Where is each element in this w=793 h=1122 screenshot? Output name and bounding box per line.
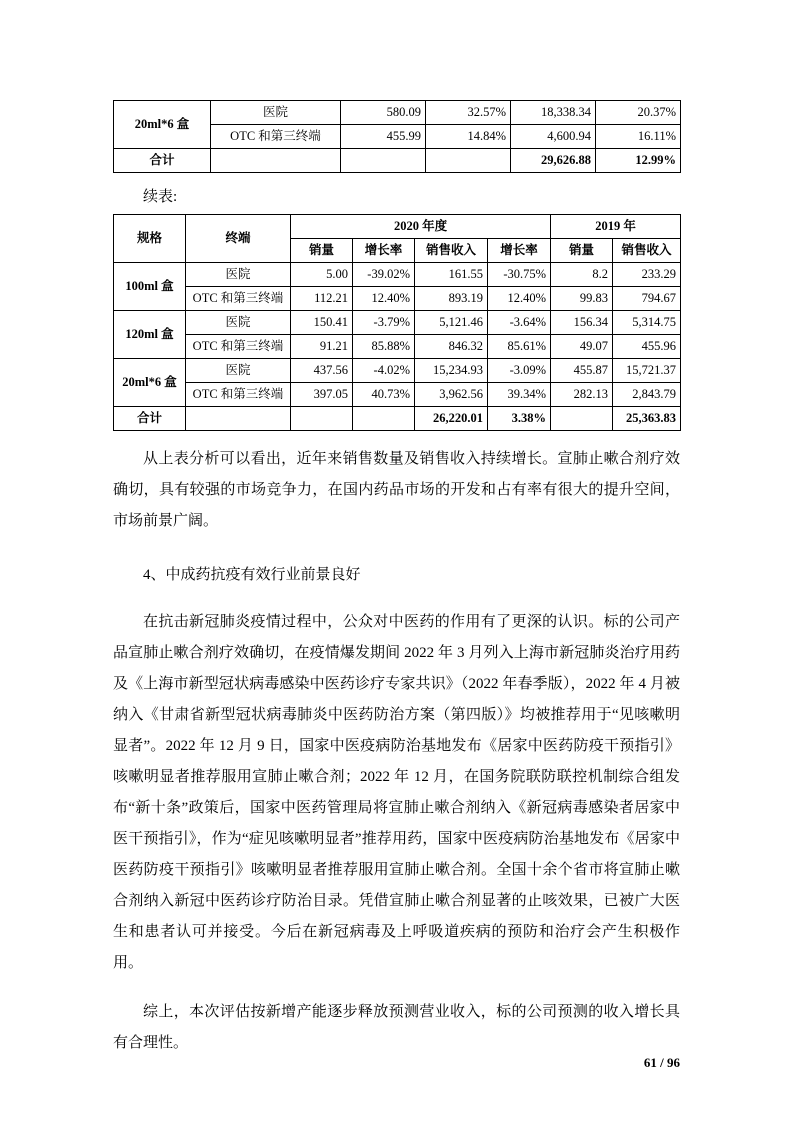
value-cell: 25,363.83	[613, 407, 681, 431]
value-cell: 40.73%	[353, 383, 415, 407]
value-cell: 397.05	[291, 383, 353, 407]
sales-table-top-fragment	[113, 100, 681, 173]
paragraph-conclusion: 综上，本次评估按新增产能逐步释放预测营业收入，标的公司预测的收入增长具有合理性。	[113, 1004, 680, 1051]
table-row	[114, 311, 681, 335]
value-cell: -30.75%	[488, 263, 551, 287]
terminal-cell: OTC 和第三终端	[186, 287, 291, 311]
value-cell	[291, 407, 353, 431]
value-cell	[341, 149, 426, 173]
header-cell: 销售收入	[415, 239, 488, 263]
terminal-cell: 医院	[186, 359, 291, 383]
value-cell: 39.34%	[488, 383, 551, 407]
spec-cell: 20ml*6 盒	[114, 359, 186, 407]
value-cell: 282.13	[551, 383, 613, 407]
value-cell: 20.37%	[596, 101, 681, 125]
value-cell: 846.32	[415, 335, 488, 359]
value-cell: 26,220.01	[415, 407, 488, 431]
spec-cell: 20ml*6 盒	[114, 101, 211, 149]
value-cell: 794.67	[613, 287, 681, 311]
terminal-cell: OTC 和第三终端	[186, 335, 291, 359]
table-row-total	[114, 407, 681, 431]
header-cell: 终端	[186, 215, 291, 263]
page-number: 61 / 96	[643, 1055, 680, 1070]
value-cell: 99.83	[551, 287, 613, 311]
header-cell: 销量	[291, 239, 353, 263]
value-cell	[551, 407, 613, 431]
table-row	[114, 101, 681, 125]
value-cell: 893.19	[415, 287, 488, 311]
header-cell: 增长率	[488, 239, 551, 263]
value-cell: 85.88%	[353, 335, 415, 359]
value-cell: 12.40%	[353, 287, 415, 311]
table-row	[114, 263, 681, 287]
terminal-cell: OTC 和第三终端	[211, 125, 341, 149]
header-cell: 增长率	[353, 239, 415, 263]
header-cell: 销售收入	[613, 239, 681, 263]
table-row	[114, 287, 681, 311]
value-cell: 112.21	[291, 287, 353, 311]
value-cell: -3.09%	[488, 359, 551, 383]
table-header-row	[114, 215, 681, 239]
value-cell: 29,626.88	[511, 149, 596, 173]
spec-cell: 100ml 盒	[114, 263, 186, 311]
spec-cell: 120ml 盒	[114, 311, 186, 359]
value-cell: 3,962.56	[415, 383, 488, 407]
value-cell: 12.40%	[488, 287, 551, 311]
terminal-cell: 医院	[211, 101, 341, 125]
value-cell: 5.00	[291, 263, 353, 287]
table-row	[114, 335, 681, 359]
header-cell: 规格	[114, 215, 186, 263]
value-cell: 455.99	[341, 125, 426, 149]
value-cell: -3.64%	[488, 311, 551, 335]
table-row	[114, 383, 681, 407]
value-cell: 5,314.75	[613, 311, 681, 335]
value-cell: -3.79%	[353, 311, 415, 335]
value-cell: 15,234.93	[415, 359, 488, 383]
value-cell: 91.21	[291, 335, 353, 359]
value-cell: 4,600.94	[511, 125, 596, 149]
value-cell: 85.61%	[488, 335, 551, 359]
value-cell: 156.34	[551, 311, 613, 335]
continuation-label: 续表:	[143, 189, 178, 205]
table-row-total	[114, 149, 681, 173]
value-cell: -4.02%	[353, 359, 415, 383]
value-cell: 161.55	[415, 263, 488, 287]
value-cell: 5,121.46	[415, 311, 488, 335]
table-row	[114, 359, 681, 383]
terminal-cell: OTC 和第三终端	[186, 383, 291, 407]
spec-cell: 合计	[114, 407, 186, 431]
value-cell	[353, 407, 415, 431]
value-cell: 437.56	[291, 359, 353, 383]
value-cell: 455.96	[613, 335, 681, 359]
header-cell: 2019 年	[551, 215, 681, 239]
header-cell: 2020 年度	[291, 215, 551, 239]
value-cell: 2,843.79	[613, 383, 681, 407]
header-cell: 销量	[551, 239, 613, 263]
terminal-cell: 医院	[186, 263, 291, 287]
value-cell: 49.07	[551, 335, 613, 359]
value-cell: 150.41	[291, 311, 353, 335]
value-cell: 32.57%	[426, 101, 511, 125]
value-cell: 8.2	[551, 263, 613, 287]
value-cell: 580.09	[341, 101, 426, 125]
value-cell: 3.38%	[488, 407, 551, 431]
terminal-cell	[186, 407, 291, 431]
value-cell: 16.11%	[596, 125, 681, 149]
value-cell: 18,338.34	[511, 101, 596, 125]
value-cell: 12.99%	[596, 149, 681, 173]
sales-table-2020-2019	[113, 214, 681, 431]
value-cell	[426, 149, 511, 173]
value-cell: 455.87	[551, 359, 613, 383]
terminal-cell: 医院	[186, 311, 291, 335]
value-cell: 233.29	[613, 263, 681, 287]
spec-cell: 合计	[114, 149, 211, 173]
value-cell: -39.02%	[353, 263, 415, 287]
paragraph-covid-tcm: 在抗击新冠肺炎疫情过程中，公众对中医药的作用有了更深的认识。标的公司产品宣肺止嗽合剂疗效确切，在疫情爆发期间 2022 年 3 月列入上海市新冠肺炎治疗用药及《上海市新型冠状病毒感染中医药诊疗专家共识》（2022 年春季版），2022 年 4 月被纳入《甘肃省新型冠状病毒肺炎中医药防治方案（第四版）》均被推荐用于“见咳嗽明显者”。2022 年 12 月 9 日，国家中医疫病防治基地发布《居家中医药防疫干预指引》咳嗽明显者推荐服用宣肺止嗽合剂；2022 年 12 月，在国务院联防联控机制综合组发布“新十条”政策后，国家中医药管理局将宣肺止嗽合剂纳入《新冠病毒感染者居家中医干预指引》，作为“症见咳嗽明显者”推荐用药，国家中医疫病防治基地发布《居家中医药防疫干预指引》咳嗽明显者推荐服用宣肺止嗽合剂。全国十余个省市将宣肺止嗽合剂纳入新冠中医药诊疗防治目录。凭借宣肺止嗽合剂显著的止咳效果，已被广大医生和患者认可并接受。今后在新冠病毒及上呼吸道疾病的预防和治疗会产生积极作用。	[113, 614, 680, 971]
value-cell: 15,721.37	[613, 359, 681, 383]
paragraph-analysis: 从上表分析可以看出，近年来销售数量及销售收入持续增长。宣肺止嗽合剂疗效确切，具有较强的市场竞争力，在国内药品市场的开发和占有率有很大的提升空间，市场前景广阔。	[113, 451, 680, 529]
value-cell: 14.84%	[426, 125, 511, 149]
section-heading-4: 4、中成药抗疫有效行业前景良好	[143, 567, 361, 583]
terminal-cell	[211, 149, 341, 173]
